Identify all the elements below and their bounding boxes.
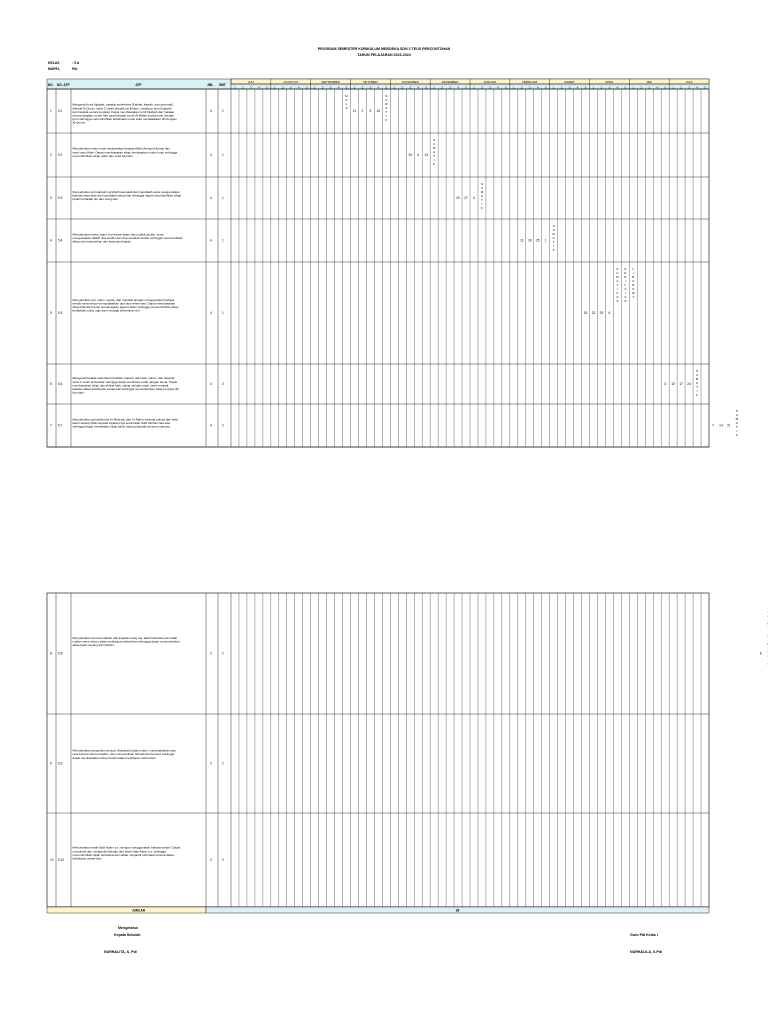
sign-right-name: NURHALILA, S.PdI: [630, 950, 662, 954]
month-label-juni: JUNI: [685, 80, 693, 84]
row-no-8: 8: [50, 651, 52, 656]
month-label-oktober: OKTOBER: [363, 80, 378, 84]
row-atp-7: 5.7: [58, 423, 63, 428]
row-jml-8: 2: [210, 651, 212, 656]
week-number: 1: [592, 86, 595, 90]
week-date-6: 10: [671, 382, 675, 386]
week-number: 1: [552, 86, 555, 90]
month-label-februari: FEBRUARI: [522, 80, 538, 84]
row-smt-1: 1: [222, 109, 224, 113]
month-label-juli: JULI: [247, 80, 255, 84]
week-number: 2: [600, 86, 603, 90]
week-number: 4: [656, 86, 658, 90]
week-date-7: 7: [712, 423, 714, 428]
row-jml-5: 4: [210, 311, 212, 315]
week-number: 1: [513, 86, 515, 90]
week-number: 1: [632, 86, 635, 90]
row-atp-6: 5.6: [58, 382, 63, 386]
week-note-2: S U M A T I F: [432, 138, 436, 166]
row-no-7: 7: [50, 423, 52, 428]
row-smt-9: 2: [222, 761, 224, 766]
row-no-9: 9: [50, 761, 52, 766]
week-number: 2: [441, 86, 443, 90]
row-smt-4: 1: [222, 238, 224, 243]
row-atp-2: 5.2: [58, 153, 63, 157]
week-date-4: 11: [520, 238, 524, 243]
week-date-4: 18: [527, 238, 532, 243]
document-title-line-1: PROGRAM SEMESTER KURIKULUM MERDEKA SDN 2 TEUS PERCONTOHAN: [317, 47, 451, 51]
week-number: 3: [688, 86, 690, 90]
header-atp: ATP: [135, 83, 142, 87]
week-number: 1: [393, 86, 396, 90]
week-number: 3: [449, 86, 451, 90]
week-date-7: 14: [719, 423, 723, 428]
week-number: 2: [321, 86, 324, 90]
week-number: 4: [417, 86, 419, 90]
week-number: 4: [377, 86, 380, 90]
week-note-3: S U M A T I F: [480, 182, 484, 210]
week-number: 1: [313, 86, 316, 90]
row-smt-10: 2: [222, 858, 224, 862]
month-label-mei: MEI: [646, 80, 652, 84]
month-label-agustus: AGUSTUS: [283, 80, 299, 84]
week-number: 1: [672, 86, 674, 90]
week-date-3: 4: [473, 196, 475, 200]
row-atp-description-4: Menyebutkan rukun Islam, hari besar Islam dan praktik wudhu, serta mengucapkan lafadz doa wudhu dan doa sesudah wudhu sehingga menumbuhkan sikap cinta kebersihan dan kesucian ibadah.: [72, 232, 183, 244]
week-number: 2: [242, 86, 244, 90]
week-note-4: S U M A T I F: [552, 224, 555, 252]
row-smt-3: 1: [222, 196, 224, 200]
week-number: 5: [305, 86, 308, 90]
week-date-1: 2: [361, 109, 364, 113]
row-no-2: 2: [50, 153, 52, 157]
week-number: 5: [544, 86, 547, 90]
week-number: 5: [704, 86, 706, 90]
week-number: 1: [353, 86, 356, 90]
week-number: 4: [258, 86, 260, 90]
week-number: 5: [425, 86, 427, 90]
row-smt-7: 2: [222, 423, 224, 428]
week-date-6: 17: [679, 382, 683, 386]
week-note-1: M P L S: [345, 94, 348, 110]
week-number: 5: [664, 86, 666, 90]
row-smt-2: 1: [222, 153, 224, 157]
week-number: 5: [345, 86, 348, 90]
week-number: 3: [489, 86, 491, 90]
week-number: 3: [568, 86, 571, 90]
row-atp-description-6: Mengenal harakat sederhana (Fathah, kasrah, dammah, sukun, dan tasydid), serta 1 surah al-Kautsar sehingga dapat membaca surah dengan benar. Dapat membiasakan sikap dan akhlak baik, saling menghormati, serta menjadi teladan dalam kehidupan sehari-hari sehingga menumbuhkan sikap percaya diri dan jujur.: [72, 376, 179, 395]
row-smt-5: 1: [222, 311, 224, 315]
week-number: 3: [290, 86, 292, 90]
week-date-5: 15: [583, 311, 588, 315]
week-note-7: S U M A T I F: [735, 409, 739, 437]
week-number: 1: [433, 86, 435, 90]
jumlah-label-cell: [47, 907, 206, 913]
sign-left-title-1: Mengetahui: [118, 926, 138, 930]
row-no-6: 6: [50, 382, 52, 386]
week-number: 2: [401, 86, 404, 90]
row-no-5: 5: [50, 311, 52, 315]
document-title-line-2: TAHUN PELAJARAN 2023-2024: [357, 53, 411, 57]
row-smt-6: 2: [222, 382, 224, 386]
week-number: 1: [234, 86, 236, 90]
sign-left-name: NURHALITA, S. PdI: [104, 950, 137, 954]
week-date-3: 20: [456, 196, 460, 200]
week-number: 2: [640, 86, 643, 90]
row-jml-3: 4: [210, 196, 212, 200]
week-date-8: 6: [759, 651, 762, 656]
week-date-5: 22: [591, 311, 596, 315]
week-number: 4: [696, 86, 698, 90]
week-number: 3: [409, 86, 411, 90]
jumlah-label: JUMLAH: [131, 908, 146, 913]
row-jml-4: 4: [210, 238, 212, 243]
week-number: 5: [624, 86, 627, 90]
week-number: 1: [274, 86, 276, 90]
week-number: 4: [536, 86, 539, 90]
month-label-desember: DESEMBER: [441, 80, 459, 84]
month-label-maret: MARET: [564, 80, 575, 84]
week-date-5: 6: [608, 311, 611, 315]
week-number: 3: [369, 86, 372, 90]
row-atp-description-10: Menceritakan kisah Nabi Adam a.s. dengan menggunakan bahasa sendiri. Dapat menyimak dan mengambil hikmah dari kisah Nabi Adam a.s. sehingga menumbuhkan sikap bertaubat dan selalu menjauhi perbuatan tercela dalam kehidupan sehari-hari.: [72, 845, 181, 861]
week-date-7: 21: [727, 423, 731, 428]
week-number: 2: [282, 86, 284, 90]
month-label-januari: JANUARI: [483, 80, 497, 84]
row-atp-description-1: Mengenal huruf hijaiyah, harakat sederhana (Fathah, kasrah, dan dammah), dikenal Al-Quran, serta 2 surah pendek (al-Ikhlas), meskipun huruf hijaiyah dan harakat secara lengkap. Dapat membiasakan huruf hijaiyah dan harakat secara lengkap, benar dan tepat bacaan surah Al-Ikhlas secara rutin dengan guru sehingga menumbuhkan kebiasaan untuk suka mendekatkan diri dengan Al-Qur'an.: [72, 102, 177, 125]
week-number: 5: [385, 86, 388, 90]
week-number: 5: [266, 86, 268, 90]
week-number: 3: [529, 86, 531, 90]
header-jml: JML: [207, 83, 214, 87]
meta-kelas-key: KELAS: [48, 61, 60, 65]
row-jml-9: 2: [210, 761, 212, 766]
week-number: 3: [250, 86, 252, 90]
week-note-1: S U M A T I F: [385, 94, 388, 122]
week-number: 2: [361, 86, 364, 90]
row-atp-4: 5.4: [58, 238, 63, 243]
page-1-frame: [47, 89, 709, 447]
row-atp-description-5: Menyebutkan arti, rukun, syarat, dan manfaat dengan menggunakan bahasa sendiri serta lancar mempraktikkan doa-doa sehari-hari. Dapat membiasakan sikap baik dan benar sesuai ajaran agama Islam sehingga menumbuhkan sikap berakhlak mulia, rajin dan menjaga kebersihan diri.: [72, 297, 179, 313]
row-atp-1: 5.1: [58, 109, 63, 113]
sign-left-title-2: Kepala Sekolah: [114, 933, 141, 937]
row-jml-6: 4: [210, 382, 212, 386]
week-date-1: 12: [352, 109, 357, 113]
week-note-6: S U M A T I F: [695, 369, 699, 397]
row-atp-description-8: Menyebutkan arti kerendahan hati kepada orang tua, adab berbicara dan adab makan serta minum dalam kehidupan sehari-hari sehingga dapat menumbuhkan sikap kasih sayang dan disiplin.: [72, 635, 180, 648]
week-number: 4: [457, 86, 459, 90]
week-number: 4: [297, 86, 300, 90]
week-note-5: P E N I L A I A N: [624, 267, 627, 303]
week-number: 3: [648, 86, 650, 90]
week-date-2: 13: [424, 153, 428, 157]
header-smt: SMT: [219, 83, 226, 87]
week-number: 5: [505, 86, 507, 90]
week-number: 5: [584, 86, 587, 90]
week-date-2: 30: [408, 153, 413, 157]
row-atp-3: 5.3: [58, 196, 63, 200]
month-label-september: SEPTEMBER: [321, 80, 340, 84]
week-number: 1: [473, 86, 475, 90]
row-atp-5: 5.5: [58, 311, 63, 315]
week-number: 2: [481, 86, 483, 90]
meta-kelas-value: : 5 A: [72, 61, 80, 65]
row-jml-10: 2: [210, 858, 212, 862]
week-date-4: 1: [544, 238, 547, 243]
week-note-5: L I B U R S M T: [632, 267, 635, 299]
week-number: 2: [680, 86, 682, 90]
week-number: 4: [497, 86, 499, 90]
row-atp-description-9: Menyebutkan pengertian bersuci (thaharah) dalam Islam, mempraktikkan tata cara bersuci dan berwudhu, dan menyebutkan hikmah dari bersuci sehingga dapat membiasakan hidup bersih dalam kehidupan sehari-hari.: [72, 748, 176, 760]
week-number: 3: [608, 86, 611, 90]
month-label-november: NOVEMBER: [401, 80, 419, 84]
row-jml-2: 4: [210, 153, 212, 157]
week-number: 5: [465, 86, 467, 90]
row-jml-1: 4: [210, 109, 212, 113]
week-number: 2: [521, 86, 523, 90]
header-no-atp: NO. ATP: [57, 83, 70, 87]
week-date-5: 29: [599, 311, 604, 315]
row-atp-8: 5.8: [58, 651, 63, 656]
week-date-6: 3: [664, 382, 667, 386]
week-date-3: 27: [464, 196, 468, 200]
week-note-5: S U M A T I F A S: [616, 267, 619, 303]
week-date-6: 24: [687, 382, 691, 386]
row-jml-7: 4: [210, 423, 212, 428]
row-no-10: 10: [50, 858, 54, 862]
row-no-3: 3: [50, 196, 52, 200]
row-atp-description-7: Menyebutkan asmaulhusna Ar-Rahman dan Ar-Rahim beserta artinya dan bukti kasih sayang Allah kepada ciptaan-Nya serta kisah Nabi Muhammad saw. sehingga dapat meneladani sikap kasih sayang kepada sesama manusia.: [72, 417, 179, 429]
week-date-1: 9: [369, 109, 372, 113]
week-number: 2: [560, 86, 563, 90]
row-atp-9: 5.9: [58, 761, 63, 766]
row-atp-description-3: Menyebutkan arti kalimah tayyibah basmalah dan hamdalah serta mengamalkan kalimah basmalah dan hamdalah setiap hari sehingga dapat menumbuhkan sikap peduli terhadap diri dan orang lain.: [72, 189, 182, 202]
row-atp-description-2: Menyebutkan rukun iman berdasarkan kepada Allah (Asmaul Husna) dan rasul-rasul Allah. Dapat membiasakan sikap berdasarkan rukun iman sehingga menumbuhkan sikap yakin dan suka beriman.: [72, 146, 178, 158]
row-smt-8: 2: [222, 651, 224, 656]
sign-right-title: Guru PAI Kelas I: [630, 933, 658, 937]
header-no: NO: [48, 83, 53, 87]
week-date-4: 25: [535, 238, 540, 243]
week-number: 3: [329, 86, 332, 90]
row-no-4: 4: [50, 238, 52, 243]
meta-mapel-key: MAPEL: [48, 67, 60, 71]
row-no-1: 1: [50, 109, 52, 113]
jumlah-value: 36: [455, 908, 460, 913]
week-date-1: 16: [376, 109, 381, 113]
month-label-april: APRIL: [605, 80, 614, 84]
row-atp-10: 5.10: [58, 858, 65, 862]
week-number: 4: [576, 86, 579, 90]
week-date-2: 6: [417, 153, 420, 157]
week-number: 4: [337, 86, 340, 90]
meta-mapel-value: PAI: [72, 67, 78, 71]
week-number: 4: [616, 86, 619, 90]
